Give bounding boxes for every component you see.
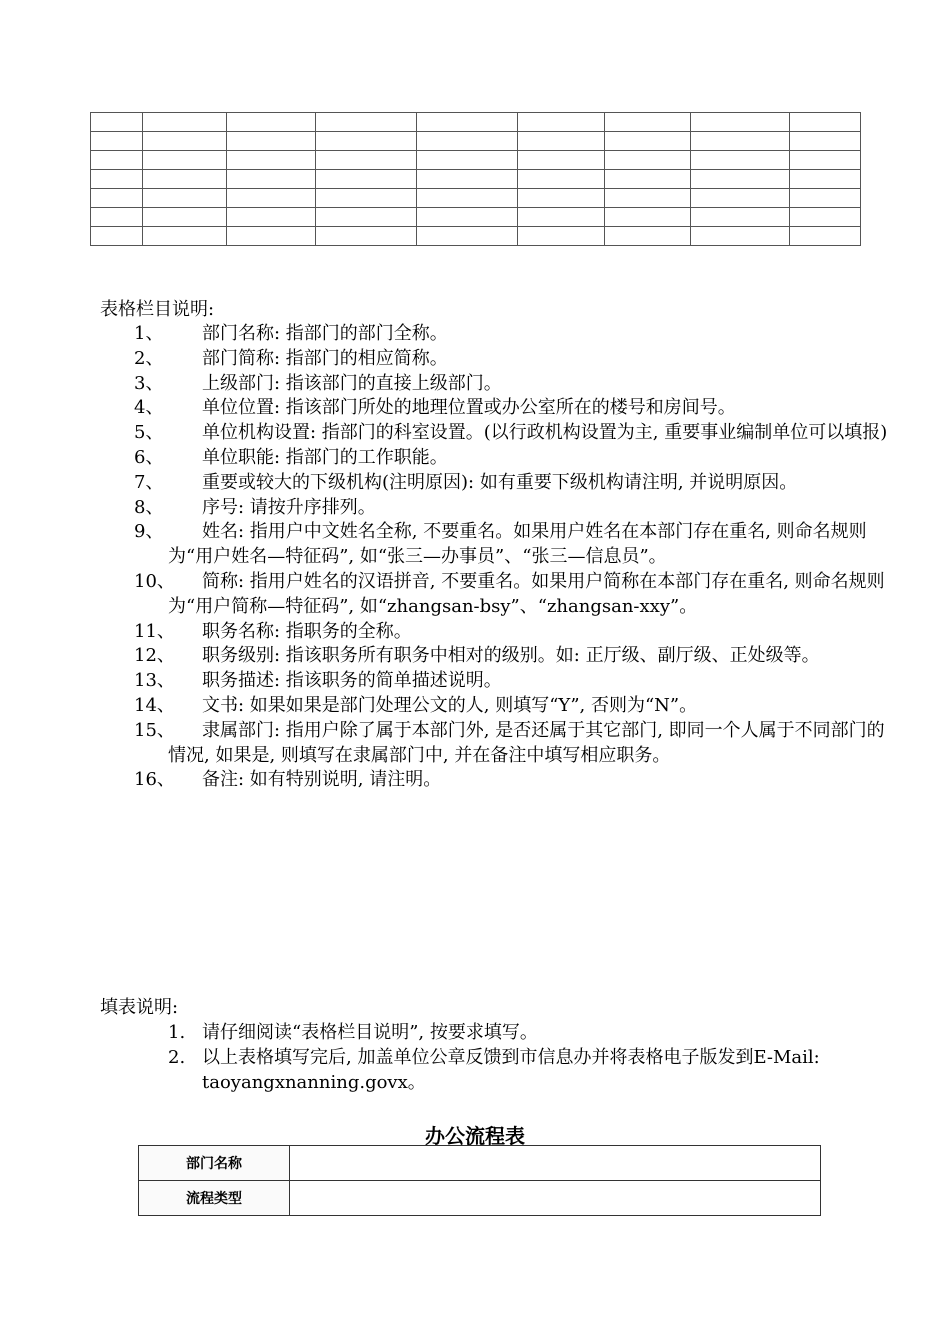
- table-cell[interactable]: [605, 170, 691, 189]
- table-cell[interactable]: [605, 113, 691, 132]
- table-cell[interactable]: [227, 151, 316, 170]
- item-number: 12、: [134, 645, 175, 667]
- department-name-field[interactable]: [290, 1146, 821, 1181]
- item-text: 上级部门: 指该部门的直接上级部门。: [202, 372, 502, 394]
- item-number: 4、: [134, 397, 164, 419]
- fill-notes-heading: 填表说明:: [100, 997, 179, 1018]
- table-cell[interactable]: [518, 113, 605, 132]
- table-cell[interactable]: [143, 227, 227, 246]
- list-item: [100, 347, 890, 372]
- table-cell[interactable]: [91, 189, 143, 208]
- table-cell[interactable]: [417, 113, 518, 132]
- table-row: [91, 227, 861, 246]
- table-cell[interactable]: [790, 208, 861, 227]
- table-cell[interactable]: [605, 151, 691, 170]
- table-row: [139, 1146, 821, 1181]
- item-number: 16、: [134, 769, 175, 791]
- item-text: 部门简称: 指部门的相应简称。: [202, 347, 448, 369]
- item-number: 10、: [134, 570, 175, 592]
- item-text: 备注: 如有特别说明, 请注明。: [202, 769, 442, 791]
- table-cell[interactable]: [143, 208, 227, 227]
- table-cell[interactable]: [227, 208, 316, 227]
- table-cell[interactable]: [518, 189, 605, 208]
- table-cell[interactable]: [91, 151, 143, 170]
- table-cell[interactable]: [227, 227, 316, 246]
- table-row: [139, 1181, 821, 1216]
- item-number: 6、: [134, 446, 164, 468]
- table-cell[interactable]: [417, 208, 518, 227]
- table-cell[interactable]: [91, 170, 143, 189]
- empty-grid-table: [90, 112, 861, 246]
- list-item: [100, 768, 890, 793]
- item-text: 文书: 如果如果是部门处理公文的人, 则填写“Y”, 否则为“N”。: [202, 694, 698, 716]
- table-cell[interactable]: [91, 227, 143, 246]
- item-number: 13、: [134, 670, 175, 692]
- grid-body: [91, 113, 861, 246]
- list-item: [100, 1045, 890, 1095]
- list-item: [100, 446, 890, 471]
- item-text: 单位位置: 指该部门所处的地理位置或办公室所在的楼号和房间号。: [202, 397, 736, 419]
- item-text: 单位职能: 指部门的工作职能。: [202, 446, 448, 468]
- table-cell[interactable]: [518, 208, 605, 227]
- table-cell[interactable]: [227, 113, 316, 132]
- table-cell[interactable]: [91, 208, 143, 227]
- table-row: [91, 113, 861, 132]
- item-text: 请仔细阅读“表格栏目说明”, 按要求填写。: [202, 1022, 538, 1043]
- item-number: 9、: [134, 521, 164, 543]
- table-cell[interactable]: [691, 113, 790, 132]
- list-item: [100, 669, 890, 694]
- item-number: 1.: [168, 1022, 186, 1043]
- table-cell[interactable]: [143, 189, 227, 208]
- item-number: 7、: [134, 471, 164, 493]
- office-process-form-title: 办公流程表: [425, 1124, 525, 1148]
- item-text: 职务名称: 指职务的全称。: [202, 620, 412, 642]
- table-cell[interactable]: [143, 113, 227, 132]
- list-item: [100, 471, 890, 496]
- item-number: 2、: [134, 347, 164, 369]
- table-cell[interactable]: [417, 151, 518, 170]
- table-cell[interactable]: [605, 227, 691, 246]
- list-item: [100, 520, 890, 570]
- table-cell[interactable]: [790, 151, 861, 170]
- table-cell[interactable]: [143, 170, 227, 189]
- list-item: [100, 1020, 890, 1045]
- table-cell[interactable]: [227, 189, 316, 208]
- item-number: 5、: [134, 422, 164, 444]
- table-cell[interactable]: [417, 189, 518, 208]
- table-cell[interactable]: [417, 227, 518, 246]
- table-cell[interactable]: [790, 132, 861, 151]
- list-item: [100, 372, 890, 397]
- process-type-field[interactable]: [290, 1181, 821, 1216]
- table-cell[interactable]: [316, 113, 417, 132]
- table-cell[interactable]: [227, 132, 316, 151]
- table-cell[interactable]: [605, 189, 691, 208]
- item-text: 姓名: 指用户中文姓名全称, 不要重名。如果用户姓名在本部门存在重名, 则命名规则为“用户姓名—特征码”, 如“张三—办事员”、“张三—信息员”。: [168, 521, 867, 568]
- table-cell[interactable]: [518, 170, 605, 189]
- department-name-label: 部门名称: [139, 1146, 290, 1181]
- item-number: 15、: [134, 719, 175, 741]
- table-cell[interactable]: [143, 151, 227, 170]
- item-number: 14、: [134, 694, 175, 716]
- table-cell[interactable]: [605, 208, 691, 227]
- list-item: [100, 396, 890, 421]
- table-cell[interactable]: [227, 170, 316, 189]
- table-row: [91, 208, 861, 227]
- table-cell[interactable]: [605, 132, 691, 151]
- list-item: [100, 644, 890, 669]
- table-row: [91, 170, 861, 189]
- item-text: 部门名称: 指部门的部门全称。: [202, 323, 448, 344]
- item-text: 重要或较大的下级机构(注明原因): 如有重要下级机构请注明, 并说明原因。: [202, 471, 798, 493]
- table-cell[interactable]: [417, 170, 518, 189]
- list-item: [100, 719, 890, 769]
- item-number: 8、: [134, 496, 164, 518]
- list-item: [100, 322, 890, 347]
- office-process-form: [138, 1145, 821, 1216]
- table-cell[interactable]: [316, 132, 417, 151]
- table-cell[interactable]: [518, 132, 605, 151]
- table-row: [91, 151, 861, 170]
- list-item: [100, 421, 890, 446]
- table-cell[interactable]: [518, 151, 605, 170]
- table-cell[interactable]: [518, 227, 605, 246]
- item-text: 序号: 请按升序排列。: [202, 496, 376, 518]
- table-cell[interactable]: [790, 170, 861, 189]
- item-number: 2.: [168, 1047, 186, 1068]
- table-row: [91, 132, 861, 151]
- item-text: 隶属部门: 指用户除了属于本部门外, 是否还属于其它部门, 即同一个人属于不同部门的情况, 如果是, 则填写在隶属部门中, 并在备注中填写相应职务。: [168, 719, 885, 766]
- table-cell[interactable]: [143, 132, 227, 151]
- table-cell[interactable]: [691, 208, 790, 227]
- item-number: 1、: [134, 323, 164, 344]
- table-cell[interactable]: [790, 113, 861, 132]
- table-cell[interactable]: [691, 227, 790, 246]
- fill-notes-list: [100, 1020, 890, 1095]
- list-item: [100, 496, 890, 521]
- table-cell[interactable]: [691, 151, 790, 170]
- table-cell[interactable]: [691, 189, 790, 208]
- item-text: 以上表格填写完后, 加盖单位公章反馈到市信息办并将表格电子版发到E-Mail: taoyangxnanning.govx。: [202, 1047, 820, 1093]
- item-text: 职务级别: 指该职务所有职务中相对的级别。如: 正厅级、副厅级、正处级等。: [202, 645, 820, 667]
- table-cell[interactable]: [91, 132, 143, 151]
- column-notes-heading: 表格栏目说明:: [100, 299, 215, 320]
- table-cell[interactable]: [316, 170, 417, 189]
- table-cell[interactable]: [417, 132, 518, 151]
- table-cell[interactable]: [316, 208, 417, 227]
- item-number: 11、: [134, 620, 175, 642]
- table-cell[interactable]: [316, 189, 417, 208]
- column-notes-list: [100, 322, 890, 793]
- table-cell[interactable]: [316, 227, 417, 246]
- item-text: 职务描述: 指该职务的简单描述说明。: [202, 670, 502, 692]
- list-item: [100, 620, 890, 645]
- table-cell[interactable]: [790, 189, 861, 208]
- list-item: [100, 694, 890, 719]
- item-number: 3、: [134, 372, 164, 394]
- item-text: 单位机构设置: 指部门的科室设置。(以行政机构设置为主, 重要事业编制单位可以填报): [202, 422, 888, 444]
- table-cell[interactable]: [691, 170, 790, 189]
- table-row: [91, 189, 861, 208]
- process-type-label: 流程类型: [139, 1181, 290, 1216]
- table-cell[interactable]: [316, 151, 417, 170]
- table-cell[interactable]: [790, 227, 861, 246]
- item-text: 简称: 指用户姓名的汉语拼音, 不要重名。如果用户简称在本部门存在重名, 则命名规则为“用户简称—特征码”, 如“zhangsan-bsy”、“zhangsan-xxy”。: [168, 570, 885, 617]
- list-item: [100, 570, 890, 620]
- table-cell[interactable]: [91, 113, 143, 132]
- table-cell[interactable]: [691, 132, 790, 151]
